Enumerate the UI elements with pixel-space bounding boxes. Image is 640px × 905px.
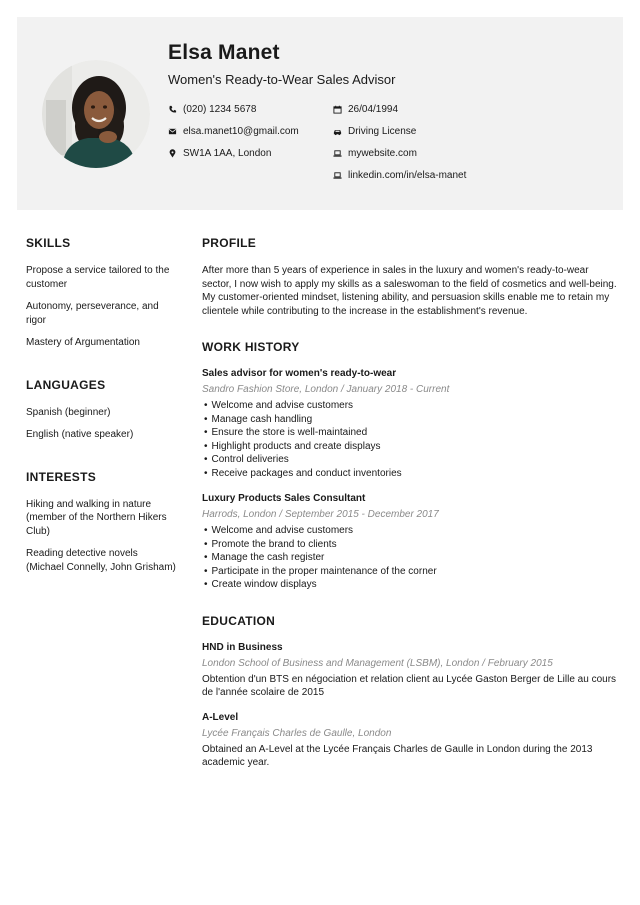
- birthdate: 26/04/1994: [348, 104, 399, 115]
- language-item: English (native speaker): [26, 429, 134, 440]
- profile-heading: PROFILE: [202, 236, 257, 250]
- email-address: elsa.manet10@gmail.com: [183, 126, 299, 137]
- candidate-title: Women's Ready-to-Wear Sales Advisor: [168, 72, 396, 87]
- duty-item: • Participate in the proper maintenance of the corner: [202, 565, 620, 579]
- laptop-icon: [333, 149, 342, 158]
- school-dates: London School of Business and Management (LSBM), London / February 2015: [202, 657, 553, 669]
- car-icon: [333, 127, 342, 136]
- phone-number: (020) 1234 5678: [183, 104, 257, 115]
- job-employer-dates: Harrods, London / September 2015 - December 2017: [202, 509, 439, 520]
- job-title: Luxury Products Sales Consultant: [202, 493, 366, 504]
- duty-item: • Manage cash handling: [202, 413, 620, 427]
- contact-license: [333, 126, 416, 137]
- left-column: [26, 236, 178, 602]
- contact-birthdate: [333, 104, 398, 115]
- languages-heading: LANGUAGES: [26, 377, 106, 392]
- calendar-icon: [333, 105, 342, 114]
- job-entry: [202, 493, 620, 592]
- duty-item: • Ensure the store is well-maintained: [202, 426, 620, 440]
- contact-phone: [168, 104, 256, 115]
- candidate-name: Elsa Manet: [168, 41, 280, 64]
- linkedin-url[interactable]: linkedin.com/in/elsa-manet: [348, 170, 467, 181]
- duty-item: • Receive packages and conduct inventories: [202, 467, 620, 481]
- driving-license: Driving License: [348, 126, 417, 137]
- education-heading: EDUCATION: [202, 613, 276, 628]
- interests-section: [26, 470, 178, 575]
- school-dates: Lycée Français Charles de Gaulle, London: [202, 727, 392, 739]
- laptop-icon: [333, 171, 342, 180]
- education-description: Obtention d'un BTS en négociation et relation client au Lycée Gaston Berger de Lille au cours de l'année scolaire de 2015: [202, 673, 617, 698]
- contact-linkedin: [333, 170, 466, 181]
- skill-item: Autonomy, perseverance, and rigor: [26, 301, 159, 326]
- job-duties: [202, 399, 620, 480]
- duty-item: • Highlight products and create displays: [202, 440, 620, 454]
- education-section: [202, 614, 620, 770]
- interest-item: Hiking and walking in nature (member of the Northern Hikers Club): [26, 498, 167, 537]
- skills-heading: SKILLS: [26, 236, 71, 250]
- duty-item: • Manage the cash register: [202, 551, 620, 565]
- contact-address: [168, 148, 271, 159]
- languages-section: [26, 378, 178, 442]
- resume-header: [17, 17, 623, 210]
- duty-item: • Welcome and advise customers: [202, 399, 620, 413]
- interest-item: Reading detective novels (Michael Connelly, John Grisham): [26, 548, 176, 573]
- phone-icon: [168, 105, 177, 114]
- duty-item: • Promote the brand to clients: [202, 538, 620, 552]
- right-column: [202, 236, 620, 770]
- job-title: Sales advisor for women's ready-to-wear: [202, 368, 397, 379]
- location-pin-icon: [168, 149, 177, 158]
- profile-photo: [42, 60, 150, 168]
- skill-item: Mastery of Argumentation: [26, 337, 140, 348]
- envelope-icon: [168, 127, 177, 136]
- contact-email: [168, 126, 299, 137]
- education-entry: [202, 642, 620, 700]
- skills-section: [26, 236, 178, 350]
- education-description: Obtained an A-Level at the Lycée Français Charles de Gaulle in London during the 2013 academic year.: [202, 743, 593, 768]
- portrait-illustration: [42, 60, 150, 168]
- education-entry: [202, 712, 620, 770]
- contact-website: [333, 148, 417, 159]
- degree-title: HND in Business: [202, 641, 283, 653]
- work-history-heading: WORK HISTORY: [202, 340, 300, 354]
- address: SW1A 1AA, London: [183, 148, 272, 159]
- job-entry: [202, 368, 620, 480]
- interests-heading: INTERESTS: [26, 469, 97, 484]
- language-item: Spanish (beginner): [26, 406, 111, 418]
- skill-item: Propose a service tailored to the customer: [26, 265, 170, 290]
- duty-item: • Create window displays: [202, 578, 620, 592]
- duty-item: • Welcome and advise customers: [202, 524, 620, 538]
- duty-item: • Control deliveries: [202, 453, 620, 467]
- work-history-section: [202, 340, 620, 592]
- profile-text: After more than 5 years of experience in sales in the luxury and women's ready-to-wear sector, I now wish to apply my skills as a saleswoman to the field of cosmetics and well-being. My customer-oriented mindset, listening ability, and persuasion skills enable me to retain my clientele while contributing to the increase in the establishment's revenue.: [202, 265, 617, 317]
- website[interactable]: mywebsite.com: [348, 148, 417, 159]
- degree-title: A-Level: [202, 711, 239, 723]
- job-employer-dates: Sandro Fashion Store, London / January 2018 - Current: [202, 384, 450, 395]
- profile-section: [202, 236, 620, 318]
- job-duties: [202, 524, 620, 592]
